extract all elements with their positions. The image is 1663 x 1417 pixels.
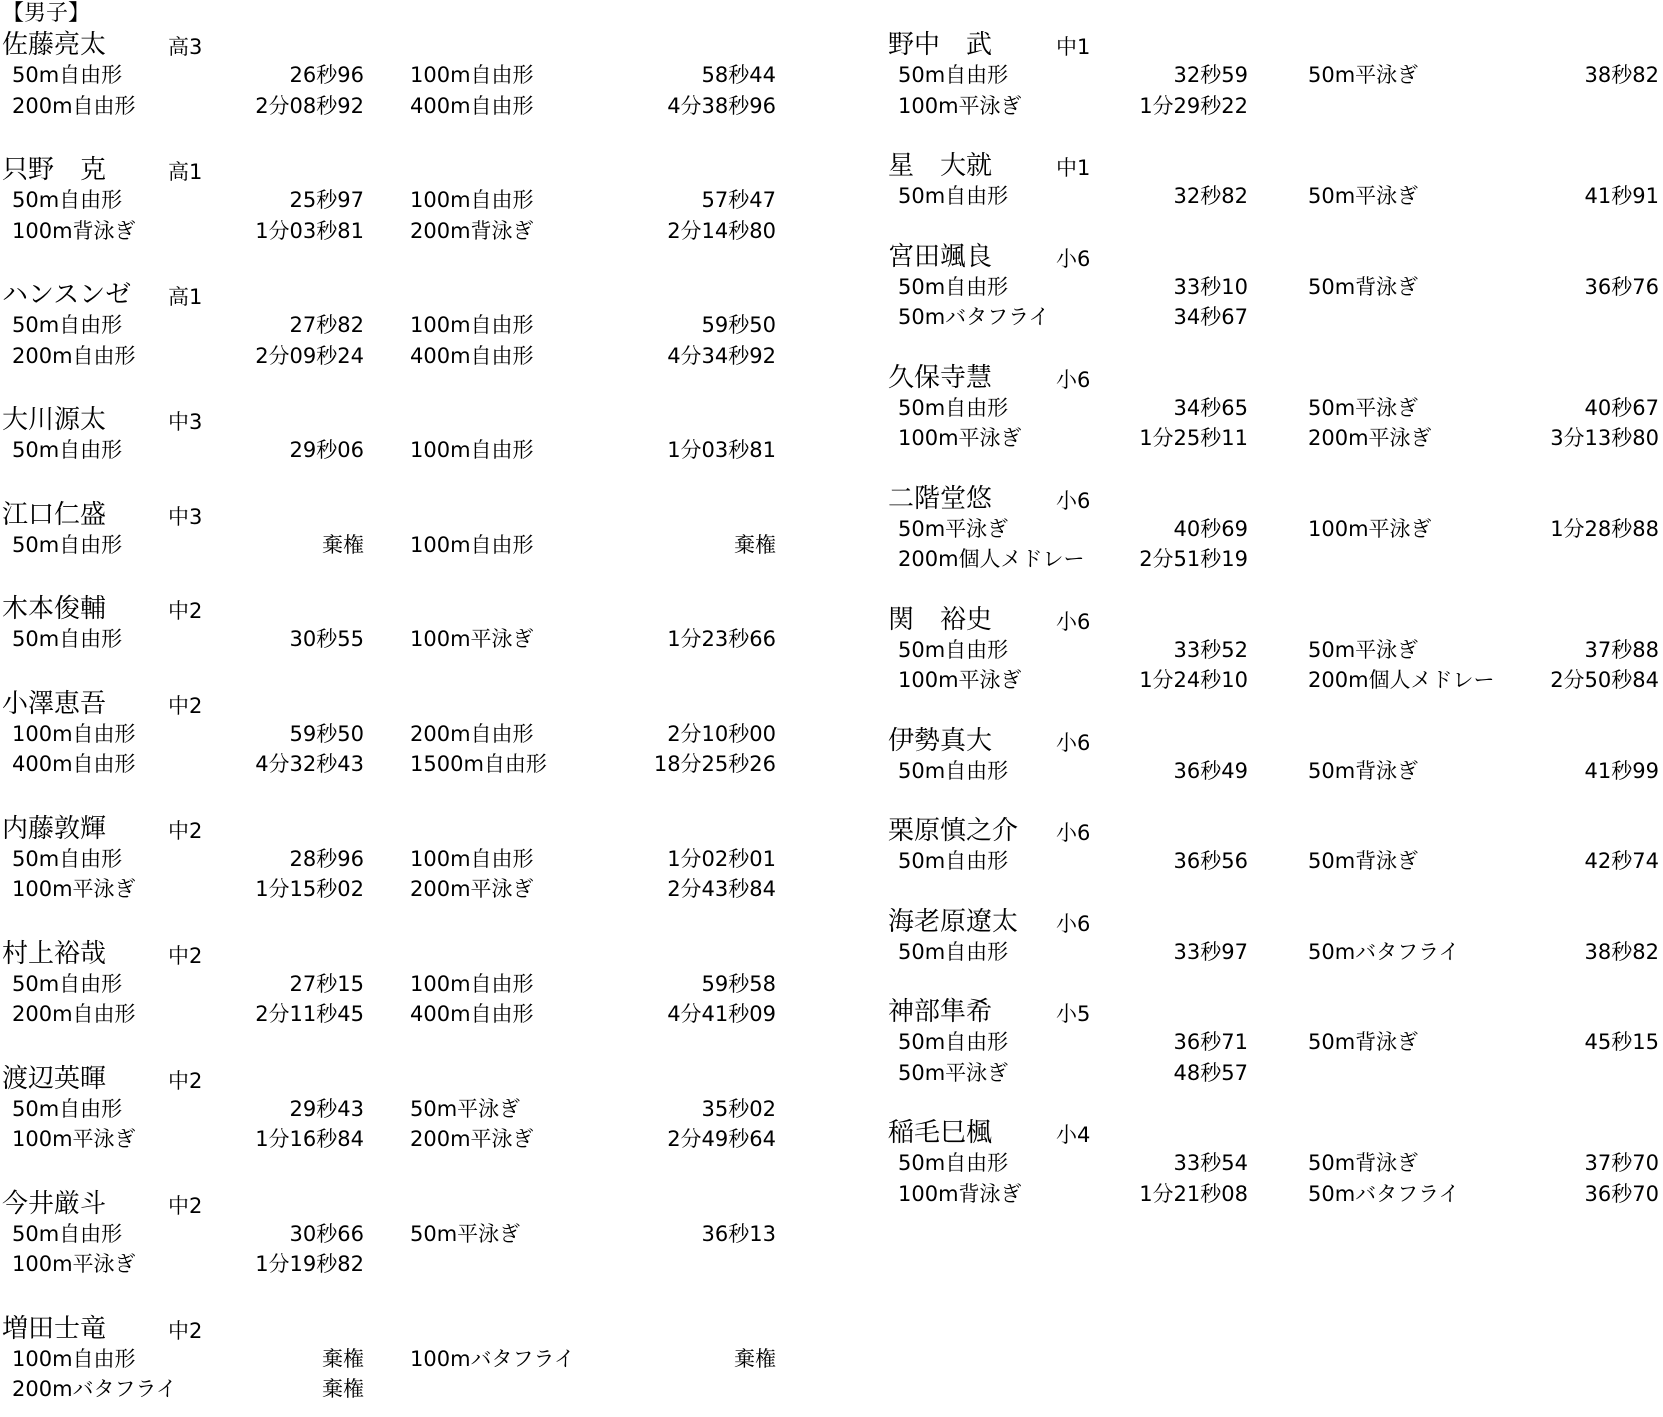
athlete-grade: 中2 (168, 599, 203, 623)
event-time: 2分50秒84 (1550, 668, 1659, 692)
athlete-header (888, 1116, 1663, 1148)
entry-spacer (2, 560, 802, 592)
athlete-grade: 中2 (168, 693, 203, 718)
event-name: 100m背泳ぎ (12, 218, 136, 243)
event-time: 棄権 (734, 532, 776, 557)
athlete-name: 増田士竜 (2, 1313, 107, 1344)
event-name: 50m平泳ぎ (1308, 637, 1419, 662)
event-name: 200m個人メドレー (898, 547, 1085, 571)
event-time: 1分24秒10 (1139, 668, 1248, 692)
event-name: 200m個人メドレー (1308, 668, 1495, 692)
entry-spacer (888, 333, 1663, 361)
event-time: 1分19秒82 (255, 1252, 364, 1276)
athlete-grade: 小6 (1056, 246, 1091, 271)
record-row (888, 514, 1663, 545)
event-time: 41秒99 (1584, 758, 1659, 783)
athlete-name: 関 裕史 (888, 604, 993, 635)
event-time: 棄権 (322, 1346, 364, 1371)
athlete-entry (888, 28, 1663, 121)
event-name: 100m平泳ぎ (898, 668, 1022, 692)
entry-spacer (2, 466, 802, 498)
record-row (888, 423, 1663, 454)
athlete-grade: 小6 (1056, 911, 1091, 936)
event-time: 3分13秒80 (1550, 426, 1659, 450)
athlete-entry (888, 814, 1663, 877)
event-name: 200m自由形 (12, 93, 136, 118)
entry-spacer (2, 1155, 802, 1187)
athlete-header (2, 1062, 802, 1094)
event-time: 36秒76 (1584, 274, 1659, 299)
athlete-name: 二階堂悠 (888, 483, 993, 514)
record-row (2, 874, 802, 905)
event-time: 57秒47 (701, 188, 776, 212)
athlete-name: 木本俊輔 (2, 594, 107, 624)
record-row (888, 91, 1663, 122)
event-time: 32秒82 (1173, 184, 1248, 208)
record-row (2, 216, 802, 247)
event-name: 50m自由形 (12, 532, 123, 557)
event-name: 100m平泳ぎ (1308, 516, 1432, 541)
event-time: 2分09秒24 (255, 343, 364, 368)
record-row (2, 624, 802, 655)
athlete-entry (2, 687, 802, 780)
event-name: 50m自由形 (12, 438, 123, 462)
event-name: 50m背泳ぎ (1308, 1030, 1419, 1054)
entry-spacer (2, 121, 802, 153)
event-name: 100m平泳ぎ (898, 93, 1022, 118)
event-time: 2分10秒00 (667, 721, 776, 746)
event-time: 36秒49 (1173, 758, 1248, 783)
event-time: 41秒91 (1584, 184, 1659, 208)
event-name: 100m背泳ぎ (898, 1181, 1022, 1206)
event-time: 26秒96 (289, 63, 364, 87)
event-name: 50m平泳ぎ (410, 1096, 521, 1121)
event-name: 50mバタフライ (1308, 1181, 1460, 1206)
event-name: 100m自由形 (410, 313, 534, 337)
athlete-header (888, 361, 1663, 393)
athlete-entry (2, 403, 802, 466)
athlete-entry (888, 1116, 1663, 1209)
event-name: 50m自由形 (898, 274, 1009, 299)
event-name: 100m自由形 (410, 438, 534, 462)
athlete-header (888, 603, 1663, 635)
athlete-grade: 中3 (168, 504, 203, 529)
athlete-entry (888, 995, 1663, 1088)
event-name: 100m平泳ぎ (12, 877, 136, 901)
athlete-header (2, 1312, 802, 1344)
record-row (888, 272, 1663, 303)
event-time: 36秒70 (1584, 1181, 1659, 1206)
entry-spacer (2, 905, 802, 937)
record-row (888, 60, 1663, 91)
event-name: 50m平泳ぎ (898, 516, 1009, 541)
entry-spacer (2, 246, 802, 278)
record-row (2, 1219, 802, 1250)
event-time: 1分29秒22 (1139, 93, 1248, 118)
event-time: 1分21秒08 (1139, 1181, 1248, 1206)
athlete-header (888, 482, 1663, 514)
event-time: 33秒52 (1173, 637, 1248, 662)
entry-spacer (888, 967, 1663, 995)
event-time: 30秒55 (289, 627, 364, 651)
record-row (888, 756, 1663, 787)
athlete-name: 村上裕哉 (2, 938, 107, 969)
athlete-grade: 高3 (168, 35, 203, 59)
athlete-entry (2, 1187, 802, 1280)
athlete-header (888, 28, 1663, 60)
event-name: 50m背泳ぎ (1308, 1151, 1419, 1175)
event-name: 200m背泳ぎ (410, 218, 534, 243)
athlete-grade: 中2 (168, 818, 203, 843)
event-time: 34秒67 (1173, 305, 1248, 329)
athlete-grade: 中3 (168, 410, 203, 434)
athlete-name: 佐藤亮太 (2, 30, 107, 60)
athlete-name: 稲毛巳楓 (888, 1118, 993, 1148)
athlete-header (888, 240, 1663, 272)
event-name: 200m平泳ぎ (1308, 426, 1432, 450)
record-row (2, 310, 802, 341)
record-row (2, 530, 802, 561)
record-row (2, 1249, 802, 1280)
event-time: 59秒58 (701, 971, 776, 996)
record-row (2, 341, 802, 372)
athlete-entry (888, 149, 1663, 212)
event-time: 2分51秒19 (1139, 547, 1248, 571)
event-time: 2分14秒80 (667, 218, 776, 243)
event-time: 1分15秒02 (255, 877, 364, 901)
event-time: 59秒50 (701, 313, 776, 337)
athlete-header (888, 905, 1663, 937)
event-name: 50m自由形 (898, 63, 1009, 87)
athlete-header (2, 403, 802, 435)
event-name: 200m自由形 (12, 343, 136, 368)
event-time: 36秒13 (701, 1221, 776, 1246)
record-row (2, 999, 802, 1030)
entry-spacer (2, 371, 802, 403)
event-time: 1分03秒81 (667, 438, 776, 462)
event-name: 100m自由形 (410, 971, 534, 996)
entry-spacer (888, 696, 1663, 724)
event-time: 1分03秒81 (255, 218, 364, 243)
event-time: 36秒71 (1173, 1030, 1248, 1054)
record-row (2, 435, 802, 466)
athlete-entry (2, 498, 802, 561)
athlete-entry (2, 812, 802, 905)
event-time: 33秒97 (1173, 939, 1248, 964)
event-time: 32秒59 (1173, 63, 1248, 87)
athlete-name: 海老原遼太 (888, 906, 1019, 937)
athlete-name: 江口仁盛 (2, 499, 107, 530)
record-row (2, 185, 802, 216)
event-time: 30秒66 (289, 1221, 364, 1246)
event-name: 400m自由形 (12, 752, 136, 776)
event-time: 2分11秒45 (255, 1002, 364, 1026)
athlete-entry (888, 603, 1663, 696)
event-name: 50m自由形 (12, 627, 123, 651)
event-name: 100m自由形 (12, 721, 136, 746)
event-time: 2分49秒64 (667, 1127, 776, 1151)
athlete-name: 内藤敦輝 (2, 813, 107, 844)
entry-spacer (888, 786, 1663, 814)
record-row (888, 1058, 1663, 1089)
event-time: 4分32秒43 (255, 752, 364, 776)
athlete-entry (888, 905, 1663, 968)
athlete-header (2, 812, 802, 844)
event-time: 27秒15 (289, 971, 364, 996)
event-name: 400m自由形 (410, 1002, 534, 1026)
record-row (2, 1344, 802, 1375)
athlete-header (2, 278, 802, 310)
athlete-name: 小澤恵吾 (2, 688, 107, 719)
athlete-entry (2, 1062, 802, 1155)
record-row (2, 844, 802, 875)
athlete-name: 伊勢真大 (888, 725, 993, 756)
event-name: 200m平泳ぎ (410, 877, 534, 901)
record-row (888, 544, 1663, 575)
event-time: 4分41秒09 (667, 1002, 776, 1026)
athlete-grade: 高1 (168, 285, 203, 309)
athlete-name: ハンスンゼ (2, 280, 132, 310)
record-row (2, 60, 802, 91)
event-time: 45秒15 (1584, 1030, 1659, 1054)
athlete-name: 只野 克 (2, 155, 107, 185)
event-name: 50m自由形 (898, 758, 1009, 783)
event-time: 25秒97 (289, 188, 364, 212)
athlete-entry (2, 278, 802, 371)
athlete-grade: 中1 (1056, 35, 1091, 59)
athlete-header (888, 149, 1663, 181)
athlete-entry (888, 724, 1663, 787)
event-name: 50m背泳ぎ (1308, 849, 1419, 873)
event-time: 18分25秒26 (653, 752, 776, 776)
record-row (888, 937, 1663, 968)
event-time: 59秒50 (289, 721, 364, 746)
athlete-grade: 中2 (168, 1068, 203, 1093)
athlete-entry (2, 28, 802, 121)
event-time: 1分23秒66 (667, 627, 776, 651)
event-name: 100m平泳ぎ (410, 627, 534, 651)
entry-spacer (888, 1088, 1663, 1116)
entry-spacer (2, 1030, 802, 1062)
event-time: 棄権 (322, 532, 364, 557)
event-name: 50m平泳ぎ (898, 1060, 1009, 1085)
athlete-name: 今井厳斗 (2, 1188, 107, 1219)
event-name: 50m自由形 (12, 846, 123, 871)
entry-spacer (888, 454, 1663, 482)
event-name: 100m自由形 (410, 188, 534, 212)
event-time: 29秒06 (289, 438, 364, 462)
athlete-grade: 小6 (1056, 730, 1091, 755)
record-row (888, 181, 1663, 212)
record-row (2, 969, 802, 1000)
record-row (888, 302, 1663, 333)
event-name: 100m平泳ぎ (12, 1252, 136, 1276)
entry-spacer (888, 121, 1663, 149)
athlete-grade: 小6 (1056, 367, 1091, 392)
athlete-grade: 小6 (1056, 609, 1091, 634)
event-time: 35秒02 (701, 1096, 776, 1121)
event-time: 2分08秒92 (255, 93, 364, 118)
event-name: 50mバタフライ (898, 305, 1050, 329)
record-row (888, 665, 1663, 696)
athlete-name: 渡辺英暉 (2, 1063, 107, 1094)
event-name: 400m自由形 (410, 343, 534, 368)
event-name: 50m自由形 (898, 637, 1009, 662)
athlete-entry (888, 361, 1663, 454)
entry-spacer (2, 655, 802, 687)
event-time: 28秒96 (289, 846, 364, 871)
athlete-header (2, 153, 802, 185)
athlete-header (2, 687, 802, 719)
event-time: 34秒65 (1173, 395, 1248, 420)
event-name: 100m自由形 (410, 63, 534, 87)
event-time: 37秒88 (1584, 637, 1659, 662)
event-name: 200m自由形 (410, 721, 534, 746)
entry-spacer (2, 780, 802, 812)
athlete-header (2, 498, 802, 530)
event-time: 1分16秒84 (255, 1127, 364, 1151)
athlete-grade: 高1 (168, 160, 203, 184)
event-name: 50m自由形 (12, 313, 123, 337)
event-name: 50m自由形 (12, 1096, 123, 1121)
event-time: 棄権 (322, 1377, 364, 1401)
event-time: 棄権 (734, 1346, 776, 1371)
event-name: 50m自由形 (12, 971, 123, 996)
event-name: 50m平泳ぎ (1308, 395, 1419, 420)
event-time: 38秒82 (1584, 939, 1659, 964)
event-name: 100m自由形 (12, 1346, 136, 1371)
athlete-grade: 小6 (1056, 821, 1091, 845)
record-row (888, 1179, 1663, 1210)
entry-spacer (2, 1280, 802, 1312)
athlete-name: 宮田颯良 (888, 241, 993, 272)
record-row (2, 1094, 802, 1125)
event-name: 50m平泳ぎ (1308, 184, 1419, 208)
event-name: 50m自由形 (898, 395, 1009, 420)
event-name: 100m自由形 (410, 846, 534, 871)
record-row (2, 91, 802, 122)
record-row (888, 1027, 1663, 1058)
athlete-entry (888, 240, 1663, 333)
event-time: 2分43秒84 (667, 877, 776, 901)
right-column (888, 28, 1663, 1209)
event-name: 50m自由形 (898, 184, 1009, 208)
athlete-entry (888, 482, 1663, 575)
event-time: 58秒44 (701, 63, 776, 87)
record-row (2, 1124, 802, 1155)
event-time: 4分34秒92 (667, 343, 776, 368)
athlete-header (888, 995, 1663, 1027)
event-time: 37秒70 (1584, 1151, 1659, 1175)
athlete-entry (2, 1312, 802, 1405)
event-time: 29秒43 (289, 1096, 364, 1121)
event-name: 50mバタフライ (1308, 939, 1460, 964)
athlete-name: 大川源太 (2, 405, 107, 435)
athlete-header (2, 28, 802, 60)
event-time: 1分25秒11 (1139, 426, 1248, 450)
event-name: 50m自由形 (12, 188, 123, 212)
event-name: 50m自由形 (898, 1030, 1009, 1054)
athlete-header (888, 724, 1663, 756)
event-name: 50m自由形 (898, 849, 1009, 873)
event-name: 50m平泳ぎ (1308, 63, 1419, 87)
event-time: 40秒69 (1173, 516, 1248, 541)
event-time: 27秒82 (289, 313, 364, 337)
event-time: 38秒82 (1584, 63, 1659, 87)
event-name: 50m平泳ぎ (410, 1221, 521, 1246)
event-name: 100m平泳ぎ (898, 426, 1022, 450)
athlete-header (2, 592, 802, 624)
entry-spacer (888, 212, 1663, 240)
athlete-entry (2, 937, 802, 1030)
event-name: 200m平泳ぎ (410, 1127, 534, 1151)
event-time: 36秒56 (1173, 849, 1248, 873)
record-row (888, 846, 1663, 877)
event-name: 200m自由形 (12, 1002, 136, 1026)
event-name: 400m自由形 (410, 93, 534, 118)
record-row (888, 1148, 1663, 1179)
event-time: 33秒54 (1173, 1151, 1248, 1175)
athlete-header (2, 1187, 802, 1219)
event-name: 50m自由形 (898, 1151, 1009, 1175)
entry-spacer (888, 575, 1663, 603)
record-row (2, 749, 802, 780)
event-name: 50m背泳ぎ (1308, 274, 1419, 299)
event-name: 100m自由形 (410, 532, 534, 557)
athlete-name: 星 大就 (888, 151, 993, 181)
athlete-name: 神部隼希 (888, 997, 993, 1027)
athlete-grade: 小5 (1056, 1002, 1091, 1026)
event-time: 42秒74 (1584, 849, 1659, 873)
event-name: 50m背泳ぎ (1308, 758, 1419, 783)
event-name: 1500m自由形 (410, 752, 547, 776)
athlete-grade: 中2 (168, 1193, 203, 1218)
event-time: 1分02秒01 (667, 846, 776, 871)
athlete-grade: 中2 (168, 1318, 203, 1343)
record-row (2, 719, 802, 750)
event-time: 33秒10 (1173, 274, 1248, 299)
athlete-grade: 小6 (1056, 488, 1091, 513)
athlete-entry (2, 592, 802, 655)
event-time: 1分28秒88 (1550, 516, 1659, 541)
section-title: 【男子】 (2, 1, 91, 26)
athlete-name: 野中 武 (888, 30, 993, 60)
athlete-entry (2, 153, 802, 246)
athlete-grade: 中1 (1056, 156, 1091, 180)
event-name: 200mバタフライ (12, 1377, 177, 1401)
athlete-name: 栗原慎之介 (888, 816, 1019, 846)
athlete-grade: 中2 (168, 943, 203, 968)
event-name: 50m自由形 (12, 63, 123, 87)
record-row (888, 393, 1663, 424)
record-row (2, 1374, 802, 1405)
entry-spacer (888, 877, 1663, 905)
record-row (888, 635, 1663, 666)
event-time: 4分38秒96 (667, 93, 776, 118)
event-name: 50m自由形 (898, 939, 1009, 964)
event-name: 100m平泳ぎ (12, 1127, 136, 1151)
left-column (2, 28, 802, 1405)
event-name: 50m自由形 (12, 1221, 123, 1246)
event-time: 48秒57 (1173, 1060, 1248, 1085)
athlete-header (888, 814, 1663, 846)
athlete-name: 久保寺慧 (888, 362, 993, 393)
event-time: 40秒67 (1584, 395, 1659, 420)
athlete-grade: 小4 (1056, 1123, 1091, 1147)
event-name: 100mバタフライ (410, 1346, 575, 1371)
athlete-header (2, 937, 802, 969)
